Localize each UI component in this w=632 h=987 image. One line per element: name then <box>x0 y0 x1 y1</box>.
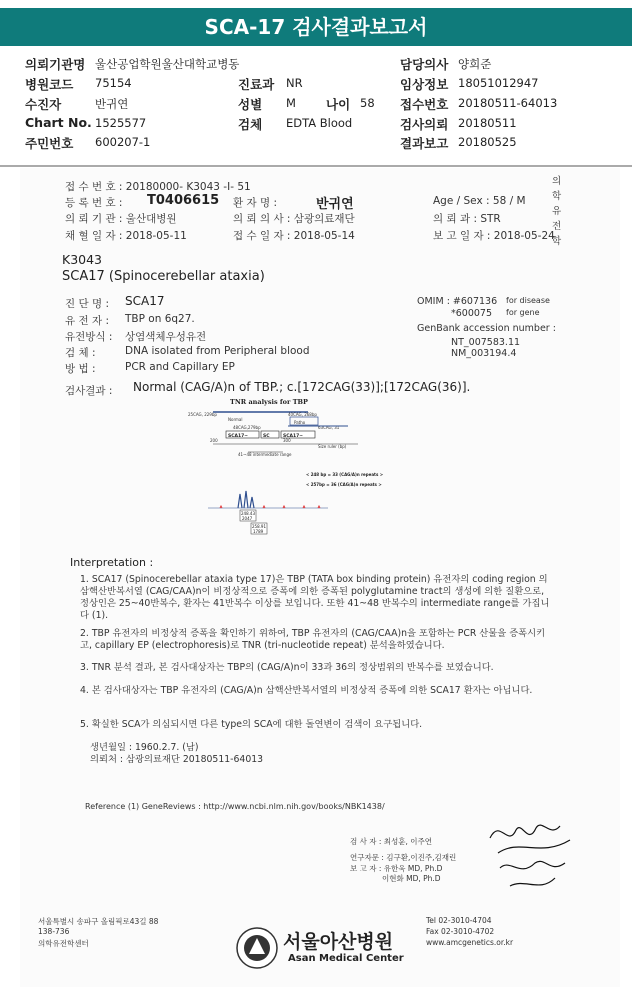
side-dept-label <box>552 174 561 249</box>
side-char: 의 <box>552 176 562 187</box>
receiver-label: 수진자 <box>25 97 62 112</box>
request-date-label: 검사의뢰 <box>400 117 449 132</box>
resident-no-label: 주민번호 <box>25 136 74 151</box>
interpretation-2: 2. TBP 유전자의 비정상적 증폭을 확인하기 위하여, TBP 유전자의 (CAG/CAA)n을 포함하는 PCR 산물을 증폭시키고, capillary EP (electrophoresis)로 TNR (tri-nucleotide repeat) 분석을하였습니다. <box>80 628 546 651</box>
clinical-label: 임상정보 <box>400 77 449 92</box>
result-label: 검사결과 : <box>65 385 113 397</box>
omim-disease-note: for disease <box>506 296 550 305</box>
dept-value: NR <box>286 76 303 90</box>
inheritance-label: 유전방식 : <box>65 331 113 343</box>
receipt-no-label: 접수번호 <box>400 97 449 112</box>
result-value: Normal (CAG/A)n of TBP.; c.[172CAG(33)];[172CAG(36)]. <box>133 380 471 394</box>
report-date: 보 고 일 자 : 2018-05-24 <box>433 230 555 242</box>
ruler-tick-200: 200 <box>210 438 218 443</box>
specimen-label: 검체 <box>238 117 263 132</box>
accession-2: NM_003194.4 <box>451 348 517 359</box>
signature-stroke <box>490 825 570 886</box>
referrer: 의뢰처 : 삼광의료재단 20180511-64013 <box>90 754 264 765</box>
scanned-report <box>20 168 620 987</box>
label-patho: Patho <box>294 420 306 425</box>
age-value: 58 <box>360 96 375 110</box>
label-normal: Normal <box>228 417 243 422</box>
omim-gene-note: for gene <box>506 308 540 317</box>
gene-label: 유 전 자 : <box>65 315 109 327</box>
reporter-2: 이현화 MD, Ph.D <box>382 874 441 883</box>
interpretation-4: 4. 본 검사대상자는 TBP 유전자의 (CAG/A)n 삼핵산반복서열의 비정상적 증폭에 의한 SCA17 환자는 아닙니다. <box>80 685 533 696</box>
specimen-value: DNA isolated from Peripheral blood <box>125 345 310 357</box>
report-title: SCA-17 검사결과보고서 <box>0 8 632 46</box>
omim-gene: *600075 <box>451 308 493 319</box>
request-date-value: 20180511 <box>458 116 517 130</box>
age-sex: Age / Sex : 58 / M <box>433 195 526 207</box>
age-label: 나이 <box>326 97 351 112</box>
doctor-value: 양희준 <box>458 57 492 71</box>
reference: Reference (1) GeneReviews : http://www.ncbi.nlm.nih.gov/books/NBK1438/ <box>85 802 385 811</box>
side-char: 전 <box>552 221 562 232</box>
figure-title: TNR analysis for TBP <box>230 398 308 406</box>
tester: 검 사 자 : 최성훈, 이주연 <box>350 837 433 846</box>
primer-label: SCA17~ <box>283 434 304 439</box>
test-name: SCA17 (Spinocerebellar ataxia) <box>62 269 265 284</box>
peak1-size: 248.43 <box>241 511 255 516</box>
research-advisor: 연구자문 : 김구환,이진주,김재린 <box>350 853 457 862</box>
omim-disease: OMIM : #607136 <box>417 296 498 307</box>
receipt-no-value: 20180511-64013 <box>458 96 558 110</box>
sex-label: 성별 <box>238 97 263 112</box>
side-char: 학 <box>552 236 562 247</box>
separator <box>0 165 632 167</box>
repeat-note-2: < 257bp = 36 (CAG/A)n repeats > <box>306 482 382 487</box>
label-63cag: 63CAG, 31 <box>318 425 340 430</box>
resident-no-value: 600207-1 <box>95 135 151 149</box>
req-dept: 의 뢰 과 : STR <box>433 213 501 225</box>
signature <box>480 808 580 898</box>
address-3: 의학유전학센터 <box>38 939 89 948</box>
genbank-label: GenBank accession number : <box>417 323 556 334</box>
tnr-analysis-figure <box>188 394 448 539</box>
interpretation-5: 5. 확실한 SCA가 의심되시면 다른 type의 SCA에 대한 돌연변이 검색이 요구됩니다. <box>80 719 423 730</box>
primer-label: SCA17~ <box>228 434 249 439</box>
dept-label: 진료과 <box>238 77 275 92</box>
intermediate-label: 41~48 intermediate range <box>238 452 292 457</box>
institution-value: 울산공업학원울산대학교병동 <box>95 57 240 71</box>
gene-value: TBP on 6q27. <box>125 313 195 325</box>
report-date-value: 20180525 <box>458 135 517 149</box>
report-date-label: 결과보고 <box>400 136 449 151</box>
diag-value: SCA17 <box>125 294 165 308</box>
reg-no-label: 등 록 번 호 : <box>65 197 123 209</box>
ruler-label: Size ruler (bp) <box>318 444 347 449</box>
test-code: K3043 <box>62 252 103 267</box>
telephone: Tel 02-3010-4704 <box>426 916 492 925</box>
accession-1: NT_007583.11 <box>451 337 521 348</box>
chart-no-value: 1525577 <box>95 116 147 130</box>
label-25cag: 25CAG, 229bp <box>188 412 217 417</box>
receipt-line: 접 수 번 호 : 20180000- K3043 -I- 51 <box>65 181 251 193</box>
peak2-height: 1789 <box>253 529 264 534</box>
patient-name: 반귀연 <box>316 197 354 212</box>
fax: Fax 02-3010-4702 <box>426 927 495 936</box>
hospital-code-value: 75154 <box>95 76 132 90</box>
hospital-name: 서울아산병원 <box>283 931 394 953</box>
interpretation-title: Interpretation : <box>70 556 154 569</box>
hospital-name-en: Asan Medical Center <box>288 953 404 964</box>
repeat-note-1: < 248 bp = 33 (CAG/A)n repeats > <box>306 472 384 477</box>
side-char: 학 <box>552 191 562 202</box>
website: www.amcgenetics.or.kr <box>426 938 514 947</box>
patient-label: 환 자 명 : <box>233 197 277 209</box>
req-doctor: 의 뢰 의 사 : 삼광의료재단 <box>233 213 355 225</box>
label-40cag: 40CAG, 268bp <box>288 412 317 417</box>
clinical-value: 18051012947 <box>458 76 539 90</box>
asan-foundation-logo-icon <box>235 926 279 970</box>
reg-no: T0406615 <box>147 193 220 208</box>
receiver-value: 반귀연 <box>95 97 129 111</box>
interpretation-1: 1. SCA17 (Spinocerebellar ataxia type 17)은 TBP (TATA box binding protein) 유전자의 coding region 의 삼핵산반복서열 (CAG/CAA)n이 비정상적으로 증폭에 의한 증폭된 polyglutamine tract의 생성에 의한 질환으로, 정상인은 25~40반복수, 환자는 41반복수 이상를 보입니다. 또한 41~48 반복수의 intermediate range를 가집니다 (1). <box>80 574 550 621</box>
side-char: 유 <box>552 206 562 217</box>
address-2: 138-736 <box>38 927 70 936</box>
specimen-value: EDTA Blood <box>286 116 353 130</box>
method-label: 방 법 : <box>65 363 96 375</box>
receive-date: 접 수 일 자 : 2018-05-14 <box>233 230 355 242</box>
peak2-size: 258.91 <box>252 524 266 529</box>
date-of-birth: 생년월일 : 1960.2.7. (남) <box>90 742 199 753</box>
trace-peaks <box>238 491 254 508</box>
interpretation-3: 3. TNR 분석 결과, 본 검사대상자는 TBP의 (CAG/A)n이 33과 36의 정상범위의 반복수를 보였습니다. <box>80 662 494 673</box>
ruler-tick-300: 300 <box>283 438 291 443</box>
peak1-height: 2047 <box>242 516 253 521</box>
hospital-code-label: 병원코드 <box>25 77 74 92</box>
reporter: 보 고 자 : 유한욱 MD, Ph.D <box>350 864 443 873</box>
specimen-label: 검 체 : <box>65 347 96 359</box>
method-value: PCR and Capillary EP <box>125 361 235 373</box>
diag-label: 진 단 명 : <box>65 298 109 310</box>
primer-label: SC <box>263 434 270 439</box>
doctor-label: 담당의사 <box>400 57 449 72</box>
chart-no-label: Chart No. <box>25 115 92 130</box>
label-48cag: 48CAG,279bp <box>233 425 261 430</box>
institution-label: 의뢰기관명 <box>25 57 86 72</box>
address-1: 서울특별시 송파구 올림픽로43길 88 <box>38 917 159 926</box>
inheritance-value: 상염색체우성유전 <box>125 331 207 343</box>
collect-date: 채 혈 일 자 : 2018-05-11 <box>65 230 187 242</box>
sex-value: M <box>286 96 296 110</box>
req-institution: 의 뢰 기 관 : 울산대병원 <box>65 213 177 225</box>
